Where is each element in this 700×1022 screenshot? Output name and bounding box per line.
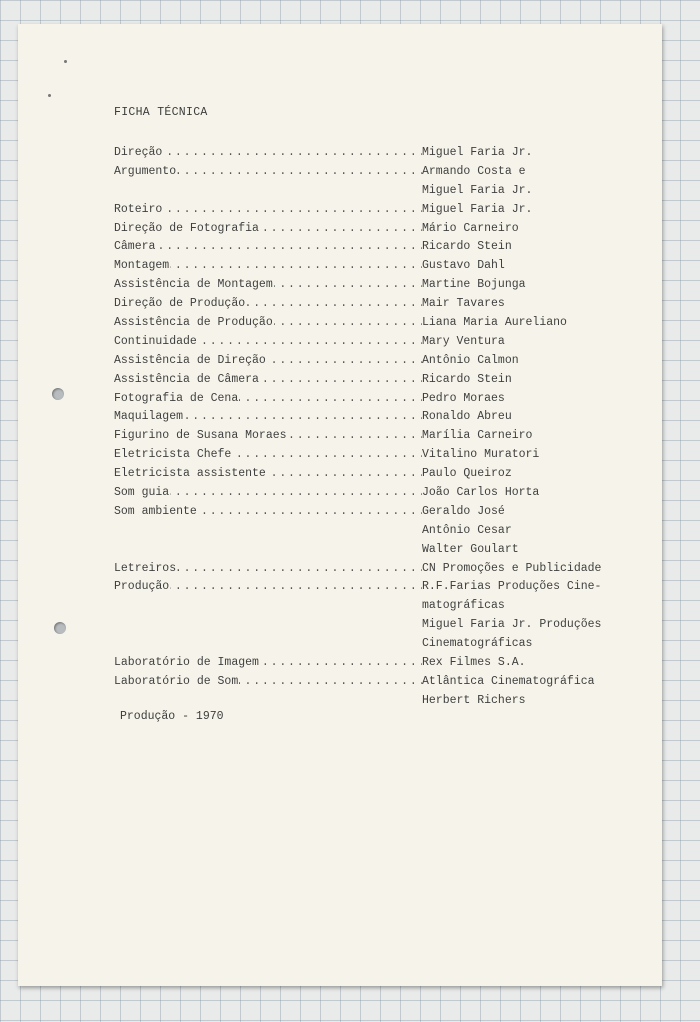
- credit-role-label: Figurino de Susana Moraes: [114, 429, 287, 443]
- credit-name: Pedro Moraes: [422, 391, 505, 405]
- credit-role: [114, 635, 422, 654]
- paper-mark: [64, 60, 67, 63]
- credit-name: R.F.Farias Produções Cine-: [422, 580, 602, 594]
- credit-row: [114, 465, 601, 484]
- credit-row: [114, 673, 601, 692]
- credit-role-label: Direção de Fotografia: [114, 221, 259, 235]
- credit-role: [114, 484, 422, 503]
- credit-role: [114, 295, 422, 314]
- credit-row: [114, 578, 601, 597]
- credit-row: [114, 654, 601, 673]
- credit-row: [114, 503, 601, 522]
- credit-name: CN Promoções e Publicidade: [422, 561, 602, 575]
- credit-name: Rex Filmes S.A.: [422, 656, 526, 670]
- credit-row: [114, 635, 601, 654]
- credit-row: [114, 371, 601, 390]
- credit-role-label: Roteiro: [114, 202, 163, 216]
- credit-name: Cinematográficas: [422, 637, 533, 651]
- credit-role-label: Letreiros: [114, 561, 177, 575]
- credit-role: [114, 427, 422, 446]
- credit-row: [114, 182, 601, 201]
- credit-role: [114, 692, 422, 711]
- credit-role-label: [114, 524, 115, 537]
- credit-name: Armando Costa e: [422, 164, 526, 178]
- paper-sheet: [18, 24, 662, 986]
- credit-role: [114, 616, 422, 635]
- credit-role-label: Som guia: [114, 486, 170, 500]
- credit-role-label: [114, 694, 115, 707]
- paper-mark: [48, 94, 51, 97]
- credit-role: [114, 144, 422, 163]
- credit-role: [114, 654, 422, 673]
- credit-role: [114, 597, 422, 616]
- credit-role: [114, 238, 422, 257]
- credit-role: [114, 276, 422, 295]
- credit-row: [114, 295, 601, 314]
- credit-role-label: [114, 618, 115, 631]
- credit-role: [114, 408, 422, 427]
- credit-name: Herbert Richers: [422, 693, 526, 707]
- credit-row: [114, 692, 601, 711]
- credit-name: Gustavo Dahl: [422, 259, 505, 273]
- credit-name: Miguel Faria Jr.: [422, 183, 533, 197]
- credit-role: [114, 220, 422, 239]
- credit-role-label: Montagem: [114, 259, 170, 273]
- punch-hole-bottom: [54, 622, 66, 634]
- credit-row: [114, 446, 601, 465]
- credit-role: [114, 446, 422, 465]
- credit-row: [114, 560, 601, 579]
- credit-row: [114, 201, 601, 220]
- credit-role-label: Argumento: [114, 164, 177, 178]
- credit-name: Vitalino Muratori: [422, 448, 540, 462]
- credits-list: [114, 144, 601, 711]
- credit-role: [114, 522, 422, 541]
- credit-role: [114, 371, 422, 390]
- credit-row: [114, 522, 601, 541]
- credit-name: Miguel Faria Jr.: [422, 202, 533, 216]
- credit-role-label: [114, 543, 115, 556]
- credit-row: [114, 352, 601, 371]
- punch-hole-top: [52, 388, 64, 400]
- credit-role-label: Laboratório de Imagem: [114, 656, 259, 670]
- credit-name: Miguel Faria Jr.: [422, 146, 533, 159]
- credit-role: [114, 673, 422, 692]
- credit-role-label: Assistência de Produção: [114, 316, 273, 330]
- production-year: Produção - 1970: [120, 710, 224, 723]
- credit-role-label: Produção: [114, 580, 170, 594]
- credit-name: Ronaldo Abreu: [422, 410, 512, 424]
- credit-name: Walter Goulart: [422, 542, 519, 556]
- credit-name: Mair Tavares: [422, 297, 505, 311]
- credit-role: [114, 465, 422, 484]
- credit-name: Ricardo Stein: [422, 372, 512, 386]
- credit-role: [114, 560, 422, 579]
- credit-name: Ricardo Stein: [422, 240, 512, 254]
- credit-row: [114, 163, 601, 182]
- credit-role-label: Eletricista assistente: [114, 467, 266, 481]
- credit-row: [114, 484, 601, 503]
- credit-row: [114, 541, 601, 560]
- credit-row: [114, 144, 601, 163]
- credit-role: [114, 503, 422, 522]
- credit-role-label: Fotografia de Cena: [114, 391, 239, 405]
- credit-name: matográficas: [422, 599, 505, 613]
- credit-name: Antônio Cesar: [422, 523, 512, 537]
- credit-name: Mary Ventura: [422, 334, 505, 348]
- credit-role: [114, 257, 422, 276]
- credit-role-label: [114, 599, 115, 612]
- credit-name: Mário Carneiro: [422, 221, 519, 235]
- credit-role-label: Maquilagem: [114, 410, 184, 424]
- credit-role: [114, 182, 422, 201]
- credit-role-label: Direção: [114, 146, 163, 159]
- credit-role: [114, 578, 422, 597]
- credit-row: [114, 257, 601, 276]
- credit-role: [114, 352, 422, 371]
- credit-name: Miguel Faria Jr. Produções: [422, 618, 602, 632]
- credit-role-label: Assistência de Câmera: [114, 372, 259, 386]
- credit-row: [114, 390, 601, 409]
- credit-row: [114, 333, 601, 352]
- credit-name: Atlântica Cinematográfica: [422, 674, 595, 688]
- credit-name: Marília Carneiro: [422, 429, 533, 443]
- credit-row: [114, 597, 601, 616]
- credit-role: [114, 201, 422, 220]
- credit-role-label: Continuidade: [114, 334, 197, 348]
- credit-name: João Carlos Horta: [422, 486, 540, 500]
- credit-role: [114, 541, 422, 560]
- credit-role-label: [114, 184, 115, 197]
- credit-row: [114, 616, 601, 635]
- credit-role: [114, 390, 422, 409]
- credit-name: Liana Maria Aureliano: [422, 316, 567, 330]
- credit-row: [114, 220, 601, 239]
- credit-role-label: Câmera: [114, 240, 156, 254]
- credit-row: [114, 408, 601, 427]
- document-title: FICHA TÉCNICA: [114, 106, 208, 119]
- credit-role-label: Eletricista Chefe: [114, 448, 232, 462]
- credit-role: [114, 314, 422, 333]
- credit-name: Antônio Calmon: [422, 353, 519, 367]
- credit-role-label: Laboratório de Som: [114, 674, 239, 688]
- credit-role-label: Direção de Produção: [114, 297, 246, 311]
- credit-row: [114, 427, 601, 446]
- credit-row: [114, 314, 601, 333]
- credit-role-label: Assistência de Direção: [114, 353, 266, 367]
- credit-name: Paulo Queiroz: [422, 467, 512, 481]
- credit-role: [114, 333, 422, 352]
- credit-name: Geraldo José: [422, 504, 505, 518]
- credit-role: [114, 163, 422, 182]
- credit-role-label: Assistência de Montagem: [114, 278, 273, 292]
- credit-role-label: Som ambiente: [114, 504, 197, 518]
- credit-row: [114, 238, 601, 257]
- credit-row: [114, 276, 601, 295]
- credit-name: Martine Bojunga: [422, 278, 526, 292]
- credit-role-label: [114, 637, 115, 650]
